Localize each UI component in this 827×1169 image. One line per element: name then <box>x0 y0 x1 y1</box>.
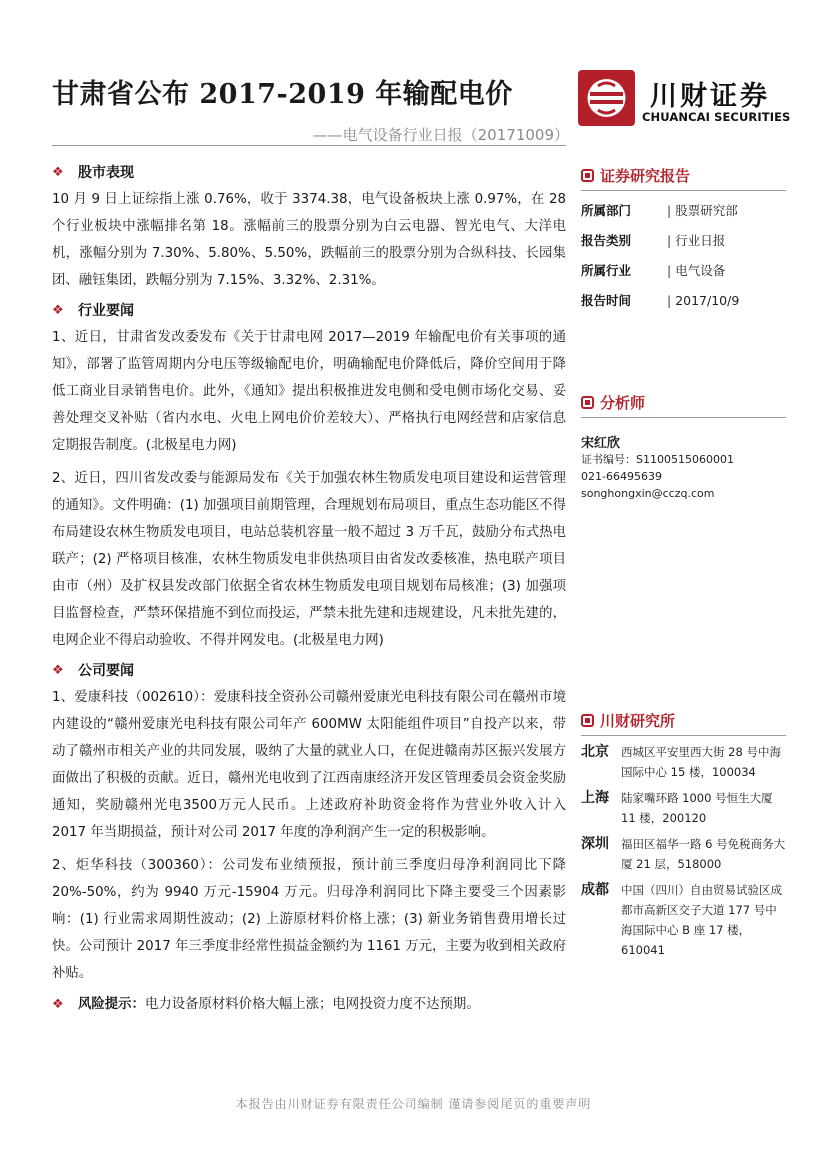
sidebar-divider <box>581 417 786 418</box>
report-title: 甘肃省公布 2017-2019 年输配电价 <box>52 79 513 110</box>
sidebar-analyst <box>581 391 786 502</box>
analyst-name: 宋红欣 <box>581 436 621 451</box>
sidebar-divider <box>581 735 786 736</box>
location-shanghai: 上海 陆家嘴环路 1000 号恒生大厦 11 楼，200120 <box>581 790 773 825</box>
section-industry-heading: ❖ 行业要闻 <box>52 302 134 319</box>
location-chengdu: 成都 中国（四川）自由贸易试验区成都市高新区交子大道 177 号中海国际中心 B 座 17 楼，610041 <box>581 882 782 957</box>
company-logo <box>578 70 791 126</box>
report-info-heading: 证券研究报告 <box>581 164 786 186</box>
analyst-email[interactable]: songhongxin@cczq.com <box>581 487 715 500</box>
risk-warning <box>52 993 566 1017</box>
diamond-bullet-icon: ❖ <box>52 302 64 318</box>
square-bullet-icon <box>581 396 594 409</box>
chuancai-logo-icon <box>578 70 635 126</box>
sidebar-report-info <box>581 164 786 315</box>
meta-department: 所属部门 | 股票研究部 <box>581 195 786 225</box>
institute-heading: 川财研究所 <box>581 709 786 731</box>
logo-chinese-name: 川财证券 <box>650 81 770 112</box>
company-news-1: 1、爱康科技（002610）：爱康科技全资孙公司赣州爱康光电科技有限公司在赣州市境内建设的“赣州爱康光电科技有限公司年产 600MW 太阳能组件项目”自投产以来，带动了赣州市相关产业的共同发展，吸纳了大量的就业人口，在促进赣南苏区振兴发展方面做出了积极的贡献。近日，赣州光电收到了江西南康经济开发区管理委员会资金奖励通知，奖励赣州光电3500万元人民币。上述政府补助资金将作为营业外收入计入 2017 年当期损益，预计对公司 2017 年度的净利润产生一定的积极影响。 <box>52 690 566 840</box>
diamond-bullet-icon: ❖ <box>52 164 64 180</box>
analyst-phone: 021-66495639 <box>581 470 662 483</box>
logo-english-name: CHUANCAI SECURITIES <box>642 110 791 124</box>
risk-text: 电力设备原材料价格大幅上涨；电网投资力度不达预期。 <box>144 997 480 1012</box>
diamond-bullet-icon: ❖ <box>52 997 64 1012</box>
risk-label: 风险提示： <box>78 997 145 1012</box>
square-bullet-icon <box>581 714 594 727</box>
meta-industry: 所属行业 | 电气设备 <box>581 255 786 285</box>
header-divider <box>52 145 566 146</box>
meta-report-type: 报告类别 | 行业日报 <box>581 225 786 255</box>
industry-news-2: 2、近日，四川省发改委与能源局发布《关于加强农林生物质发电项目建设和运营管理的通知》。文件明确：(1) 加强项目前期管理，合理规划布局项目，重点生态功能区不得布局建设农林生物质发电项目，电站总装机容量一般不超过 3 万千瓦，鼓励分布式热电联产；(2) 严格项目核准，农林生物质发电非供热项目由省发改委核准，热电联产项目由市（州）及扩权县发改部门依据全省农林生物质发电项目规划布局核准；(3) 加强项目监督检查，严禁环保措施不到位而投运，严禁未批先建和违规建设，凡未批先建的，电网企业不得启动验收、不得并网发电。(北极星电力网) <box>52 471 566 648</box>
section-company-heading: ❖ 公司要闻 <box>52 662 134 679</box>
page-footer: 本报告由川财证券有限责任公司编制 谨请参阅尾页的重要声明 <box>235 1097 592 1111</box>
section-market-heading: ❖ 股市表现 <box>52 164 134 181</box>
market-paragraph: 10 月 9 日上证综指上涨 0.76%，收于 3374.38，电气设备板块上涨 0.97%，在 28 个行业板块中涨幅排名第 18。涨幅前三的股票分别为白云电器、智光电气、大洋电机，涨幅分别为 7.30%、5.80%、5.50%，跌幅前三的股票分别为合纵科技、长园集团、融钰集团，跌幅分别为 7.15%、3.32%、2.31%。 <box>52 192 566 288</box>
analyst-heading: 分析师 <box>581 391 786 413</box>
diamond-bullet-icon: ❖ <box>52 662 64 678</box>
meta-report-date: 报告时间 | 2017/10/9 <box>581 285 786 315</box>
sidebar-institute <box>581 709 786 960</box>
location-shenzhen: 深圳 福田区福华一路 6 号免税商务大厦 21 层，518000 <box>581 836 786 871</box>
main-content <box>52 158 566 1017</box>
location-beijing: 北京 西城区平安里西大街 28 号中海国际中心 15 楼，100034 <box>581 744 781 779</box>
company-news-2: 2、炬华科技（300360）：公司发布业绩预报，预计前三季度归母净利润同比下降 20%-50%，约为 9940 万元-15904 万元。归母净利润同比下降主要受三个因素影响：(1) 行业需求周期性波动；(2) 上游原材料价格上涨；(3) 新业务销售费用增长过快。公司预计 2017 年三季度非经常性损益金额约为 1161 万元，主要为收到相关政府补贴。 <box>52 858 566 981</box>
analyst-cert: 证书编号：S1100515060001 <box>581 453 734 466</box>
industry-news-1: 1、近日，甘肃省发改委发布《关于甘肃电网 2017—2019 年输配电价有关事项的通知》，部署了监管周期内分电压等级输配电价，明确输配电价降低后，降价空间用于降低工商业目录销售电价。此外，《通知》提出积极推进发电侧和受电侧市场化交易、妥善处理交叉补贴（省内水电、火电上网电价价差较大）、严格执行电网经营和店家信息定期报告制度。(北极星电力网) <box>52 330 566 453</box>
report-subtitle: ——电气设备行业日报（20171009） <box>312 126 569 144</box>
square-bullet-icon <box>581 169 594 182</box>
